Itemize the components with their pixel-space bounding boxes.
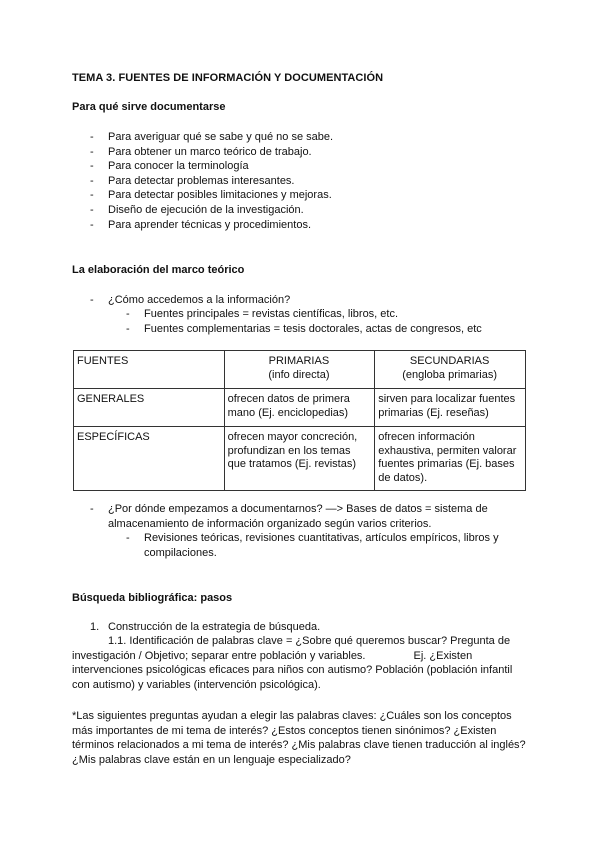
dash-bullet: - [90, 294, 94, 306]
table-row [74, 389, 526, 427]
sources-table [73, 350, 526, 491]
dash-bullet: - [90, 131, 94, 143]
dash-bullet: - [90, 189, 94, 202]
table-cell: ofrecen datos de primera mano (Ej. enciclopedias) [224, 389, 375, 427]
list-item: - Fuentes complementarias = tesis doctorales, actas de congresos, etc [126, 322, 482, 335]
list-item: - Para aprender técnicas y procedimientos. [90, 218, 311, 231]
list-item: - Para conocer la terminología [90, 160, 249, 173]
keywords-note: *Las siguientes preguntas ayudan a elegir las palabras claves: ¿Cuáles son los conceptos más importantes de mi tema de interés? ¿Estos conceptos tienen sinónimos? ¿Existen términos relacionados a mi tema de interés? ¿Mis palabras clave tienen traducción al inglés? ¿Mis palabras clave están en un lenguaje especializado? [72, 710, 526, 766]
document-title: TEMA 3. FUENTES DE INFORMACIÓN Y DOCUMENTACIÓN [72, 72, 384, 84]
dash-bullet: - [126, 532, 130, 544]
list-item: - Revisiones teóricas, revisiones cuantitativas, artículos empíricos, libros y compilaciones. [126, 532, 499, 559]
table-header-cell: FUENTES [74, 351, 225, 389]
section-heading-search: Búsqueda bibliográfica: pasos [72, 592, 233, 604]
dash-bullet: - [90, 203, 94, 216]
table-row [74, 427, 526, 491]
step-1-1-paragraph [72, 634, 532, 692]
section-heading-purpose: Para qué sirve documentarse [72, 101, 226, 113]
list-item: - Para averiguar qué se sabe y qué no se sabe. [90, 131, 334, 143]
framework-sublist [126, 307, 482, 336]
list-item: - ¿Cómo accedemos a la información? [90, 294, 291, 306]
table-header-cell: SECUNDARIAS (engloba primarias) [375, 351, 526, 389]
dash-bullet: - [90, 145, 94, 158]
list-item: - Para detectar posibles limitaciones y mejoras. [90, 189, 332, 202]
list-item: - Diseño de ejecución de la investigación. [90, 203, 304, 216]
step-number: 1. [90, 621, 100, 633]
list-item: - Fuentes principales = revistas científicas, libros, etc. [126, 308, 399, 320]
dash-bullet: - [126, 308, 130, 320]
table-cell: GENERALES [74, 389, 225, 427]
dash-bullet: - [90, 174, 94, 187]
table-cell: ofrecen información exhaustiva, permiten valorar fuentes primarias (Ej. bases de datos). [375, 427, 526, 491]
list-item: - Para obtener un marco teórico de trabajo. [90, 145, 312, 158]
table-cell: sirven para localizar fuentes primarias (Ej. reseñas) [375, 389, 526, 427]
step-text: Construcción de la estrategia de búsqueda. [108, 621, 321, 633]
numbered-step-1 [90, 620, 530, 635]
dash-bullet: - [90, 160, 94, 173]
purpose-list [90, 130, 333, 232]
list-item: - ¿Por dónde empezamos a documentarnos? —> Bases de datos = sistema de almacenamiento de información organizado según varios criterios. [90, 503, 488, 530]
step-1-1-example: Ej. ¿Existen intervenciones psicológicas eficaces para niños con autismo? Población (población infantil con autismo) y variables (intervención psicológica). [72, 649, 513, 691]
table-header-cell: PRIMARIAS (info directa) [224, 351, 375, 389]
table-header-row [74, 351, 526, 389]
dash-bullet: - [90, 503, 94, 515]
dash-bullet: - [126, 322, 130, 335]
table-cell: ESPECÍFICAS [74, 427, 225, 491]
section-heading-framework: La elaboración del marco teórico [72, 264, 245, 276]
databases-list [90, 502, 530, 531]
framework-list [90, 293, 290, 308]
step-1-1-text: 1.1. Identificación de palabras clave = ¿Sobre qué queremos buscar? Pregunta de investigación / Objetivo; separar entre población y variables. [72, 635, 511, 662]
table-cell: ofrecen mayor concreción, profundizan en los temas que tratamos (Ej. revistas) [224, 427, 375, 491]
dash-bullet: - [90, 218, 94, 231]
list-item: - Para detectar problemas interesantes. [90, 174, 295, 187]
databases-sublist [126, 531, 526, 560]
